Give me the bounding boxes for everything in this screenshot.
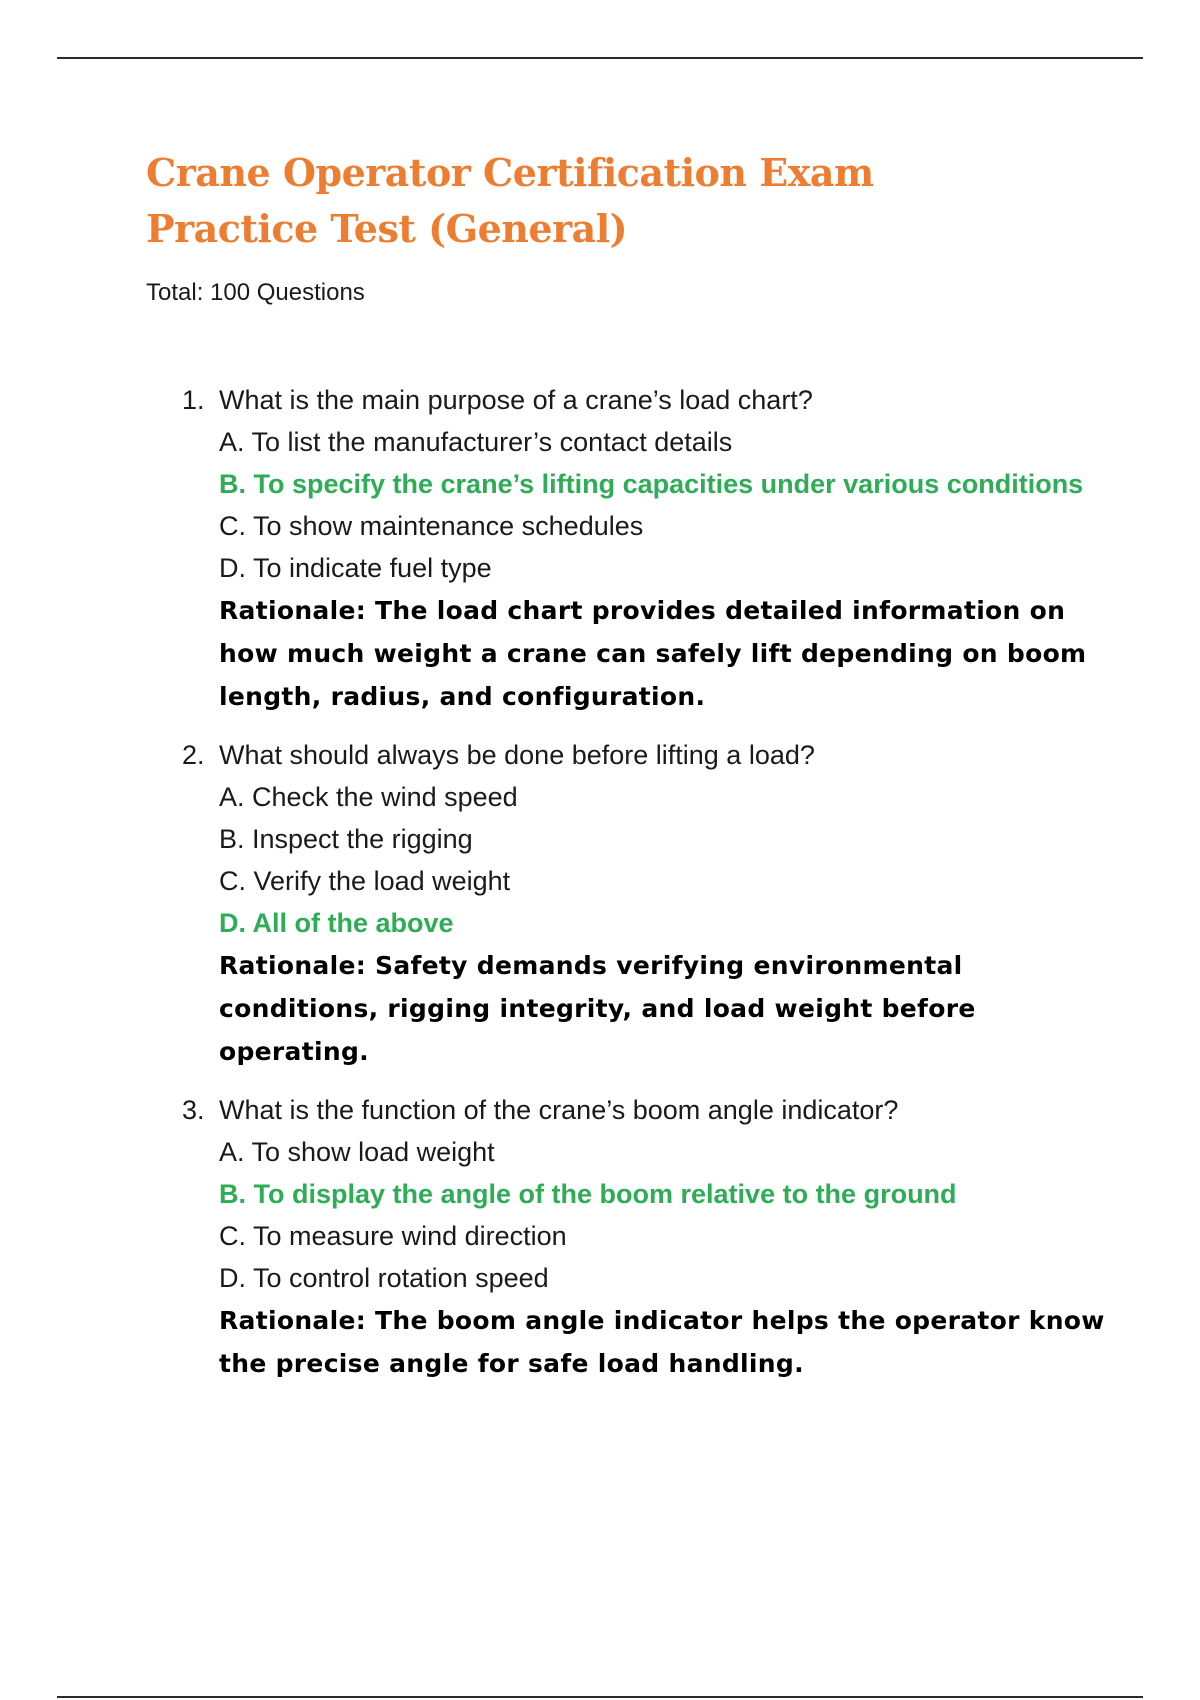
title-line-2: Practice Test (General) [146,206,628,251]
question-text: What should always be done before lifting a load? [219,740,815,770]
question-number: 2. [182,740,205,770]
question-item [146,379,1106,718]
rationale-text: Rationale: The boom angle indicator helps the operator know the precise angle for safe load handling. [219,1306,1105,1378]
answer-option: C. To measure wind direction [219,1221,567,1251]
answer-option: A. To show load weight [219,1137,495,1167]
title-line-1: Crane Operator Certification Exam [146,150,874,195]
rationale-text: Rationale: Safety demands verifying environmental conditions, rigging integrity, and load weight before operating. [219,951,976,1066]
document-title [146,145,1106,257]
answer-option: A. Check the wind speed [219,782,518,812]
rationale-text: Rationale: The load chart provides detailed information on how much weight a crane can safely lift depending on boom length, radius, and configuration. [219,596,1087,711]
question-number: 3. [182,1095,205,1125]
question-item [146,1089,1106,1385]
answer-option: C. To show maintenance schedules [219,511,644,541]
answer-option: A. To list the manufacturer’s contact details [219,427,733,457]
question-text: What is the function of the crane’s boom angle indicator? [219,1095,899,1125]
question-number: 1. [182,385,205,415]
answer-option: B. Inspect the rigging [219,824,473,854]
answer-option-correct: D. All of the above [219,908,454,938]
footer-rule [57,1696,1143,1698]
question-item [146,734,1106,1073]
answer-option: D. To control rotation speed [219,1263,549,1293]
question-total: Total: 100 Questions [146,279,365,306]
answer-option: C. Verify the load weight [219,866,511,896]
answer-option-correct: B. To display the angle of the boom relative to the ground [219,1179,957,1209]
answer-option-correct: B. To specify the crane’s lifting capacities under various conditions [219,469,1084,499]
header-rule [57,57,1143,59]
document-body [146,145,1106,1401]
question-text: What is the main purpose of a crane’s load chart? [219,385,813,415]
question-list [146,379,1106,1385]
answer-option: D. To indicate fuel type [219,553,492,583]
